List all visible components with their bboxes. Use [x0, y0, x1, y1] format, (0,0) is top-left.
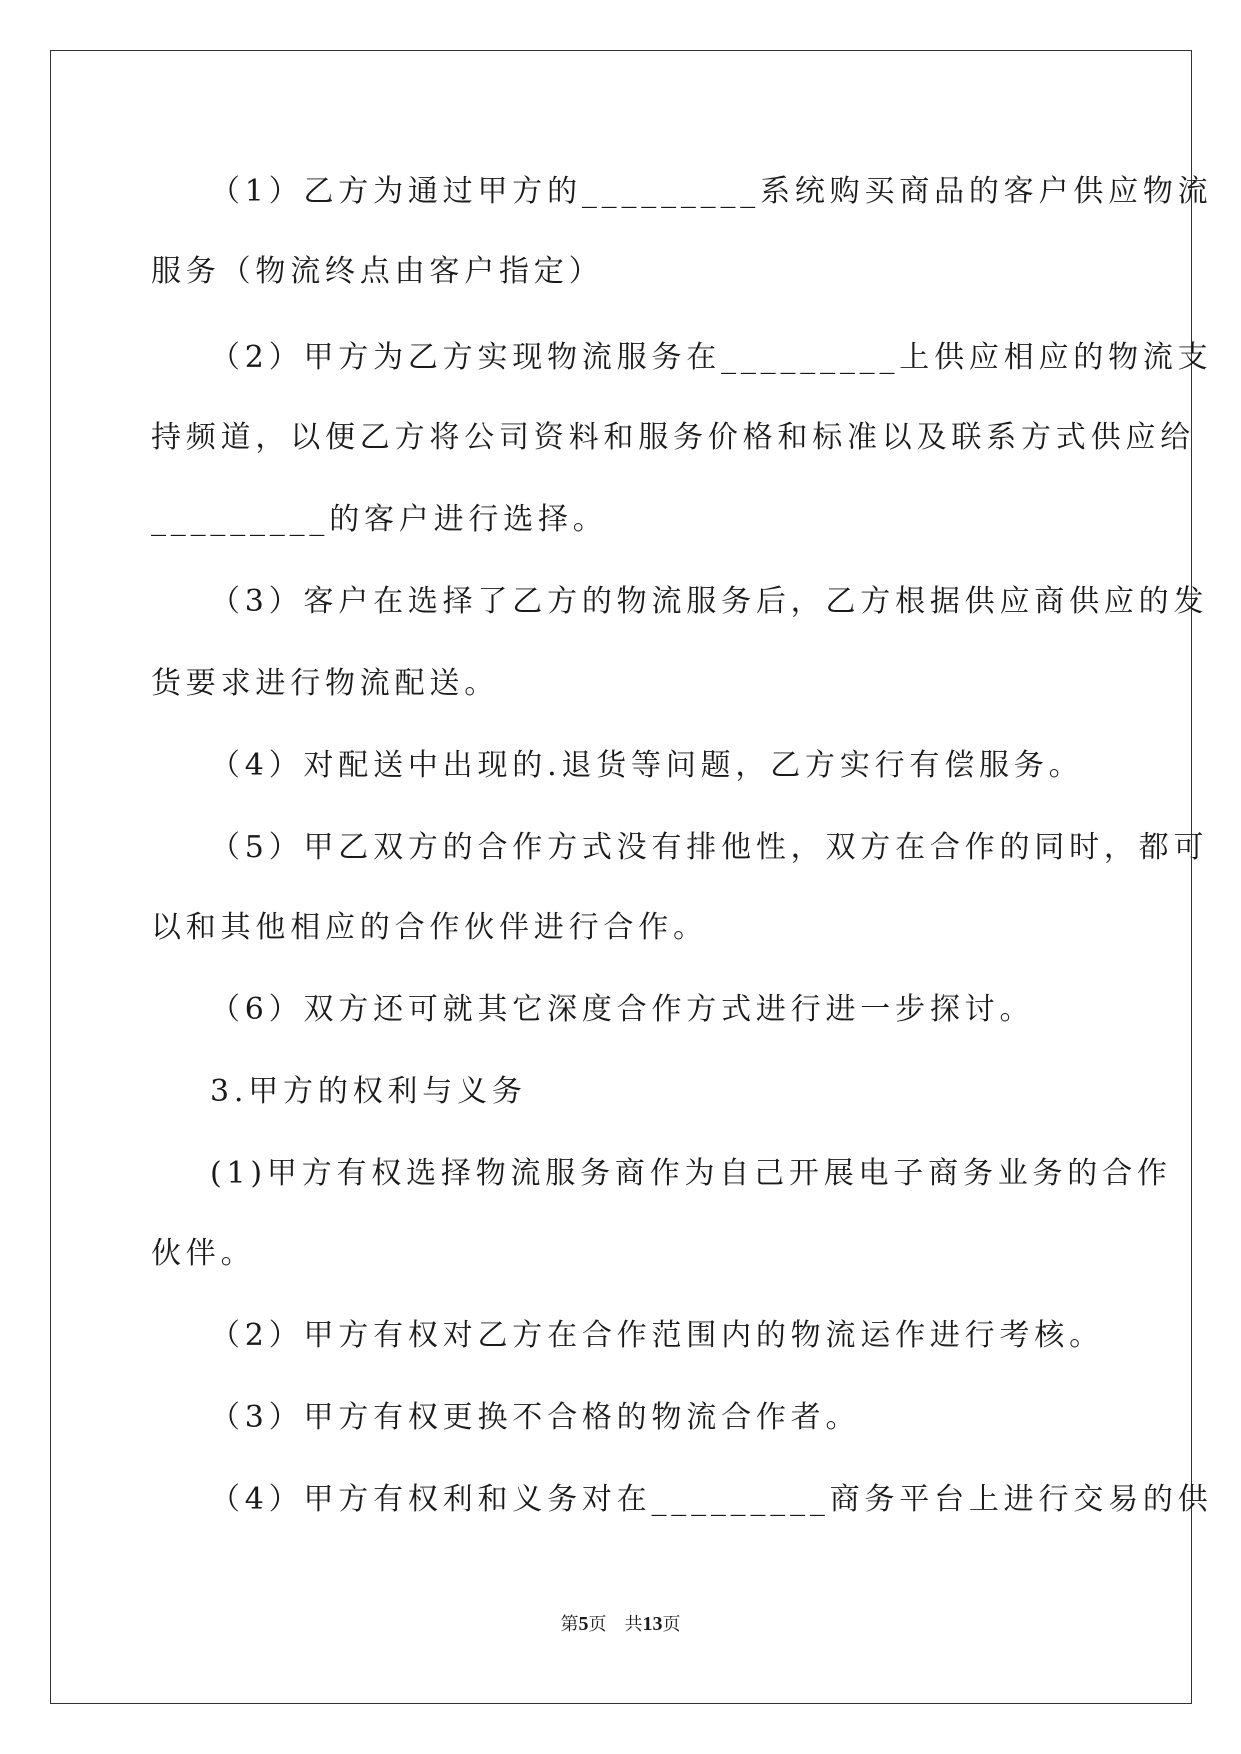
paragraph-line: （2）甲方有权对乙方在合作范围内的物流运作进行考核。: [210, 1318, 1104, 1353]
footer-suffix: 页: [662, 1614, 681, 1635]
footer-mid: 页 共: [588, 1614, 643, 1635]
paragraph-line: （3）甲方有权更换不合格的物流合作者。: [210, 1400, 861, 1435]
paragraph-line: 伙伴。: [151, 1236, 256, 1271]
page-frame: [50, 50, 1192, 1704]
paragraph-line: （2）甲方为乙方实现物流服务在_________上供应相应的物流支: [210, 340, 1213, 375]
footer-prefix: 第: [560, 1614, 579, 1635]
paragraph-line: 服务（物流终点由客户指定）: [151, 254, 604, 289]
paragraph-line: _________的客户进行选择。: [151, 502, 608, 537]
paragraph-line: 货要求进行物流配送。: [151, 666, 499, 701]
paragraph-line: (1)甲方有权选择物流服务商作为自己开展电子商务业务的合作: [210, 1156, 1172, 1191]
paragraph-line: （4）对配送中出现的.退货等问题，乙方实行有偿服务。: [210, 748, 1084, 783]
paragraph-line: 以和其他相应的合作伙伴进行合作。: [151, 910, 708, 945]
paragraph-line: （5）甲乙双方的合作方式没有排他性，双方在合作的同时，都可: [210, 830, 1209, 865]
paragraph-line: （4）甲方有权利和义务对在_________商务平台上进行交易的供: [210, 1482, 1213, 1517]
paragraph-line: （1）乙方为通过甲方的_________系统购买商品的客户供应物流: [210, 174, 1213, 209]
page-number-footer: [0, 1612, 1241, 1637]
current-page-number: 5: [578, 1613, 589, 1635]
paragraph-line: （3）客户在选择了乙方的物流服务后，乙方根据供应商供应的发: [210, 584, 1209, 619]
total-page-number: 13: [642, 1613, 663, 1635]
paragraph-line: 持频道，以便乙方将公司资料和服务价格和标准以及联系方式供应给: [151, 420, 1195, 455]
paragraph-line: （6）双方还可就其它深度合作方式进行进一步探讨。: [210, 992, 1035, 1027]
section-heading: 3.甲方的权利与义务: [210, 1074, 527, 1109]
